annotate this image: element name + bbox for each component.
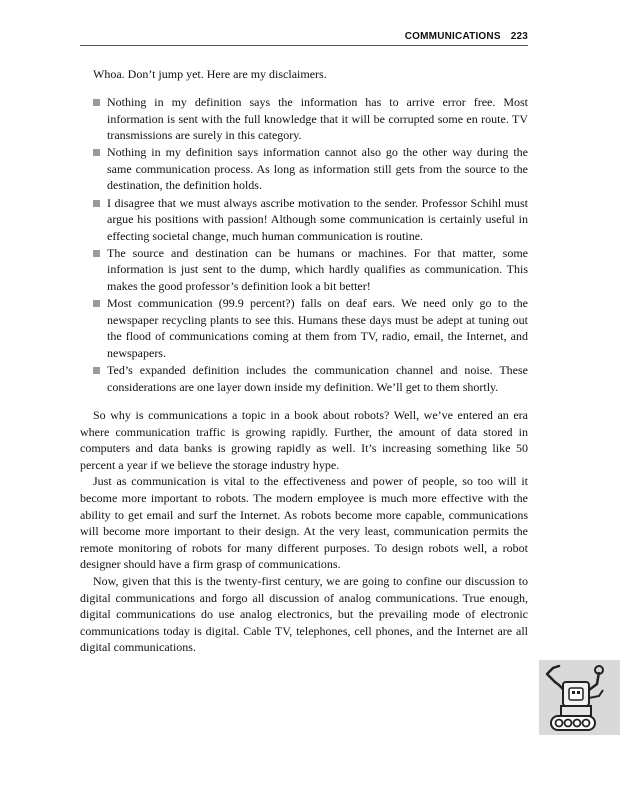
list-item xyxy=(93,295,528,361)
robot-illustration xyxy=(539,660,620,735)
square-bullet-icon xyxy=(93,200,100,207)
list-item xyxy=(93,195,528,245)
square-bullet-icon xyxy=(93,99,100,106)
list-item-text: Most communication (99.9 percent?) falls on deaf ears. We need only go to the newspaper recycling plants to see this. Humans these days must be adept at tuning out the flood of communications coming at them from TV, radio, email, the Internet, and newspapers. xyxy=(107,296,528,360)
body-paragraphs xyxy=(80,407,528,656)
paragraph: Now, given that this is the twenty-first century, we are going to confine our discussion to digital communications and forgo all discussion of analog communications. True enough, digital communications do use analog electronics, but the prevailing mode of electronic communications today is digital. Cable TV, telephones, cell phones, and the Internet are all digital communications. xyxy=(80,573,528,655)
chapter-title: COMMUNICATIONS xyxy=(404,31,501,42)
square-bullet-icon xyxy=(93,149,100,156)
paragraph: So why is communications a topic in a book about robots? Well, we’ve entered an era where communication traffic is growing rapidly. Further, the amount of data stored in computers and data banks is growing rapidly as well. It’s increasing something like 50 percent a year if we believe the storage industry hype. xyxy=(80,408,528,472)
list-item-text: Ted’s expanded definition includes the communication channel and noise. These considerations are one layer down inside my definition. We’ll get to them shortly. xyxy=(107,363,528,394)
paragraph: Just as communication is vital to the effectiveness and power of people, so too will it become more important to robots. The modern employee is much more effective with the ability to get email and surf the Internet. As robots become more capable, communications will become more important to their design. At the very least, communication permits the remote monitoring of robots for many different purposes. To design robots well, a robot designer should have a firm grasp of communications. xyxy=(80,474,528,572)
page-number: 223 xyxy=(510,31,528,42)
robot-icon xyxy=(539,660,620,735)
list-item xyxy=(93,245,528,295)
disclaimer-list xyxy=(93,94,528,396)
square-bullet-icon xyxy=(93,250,100,257)
intro-line: Whoa. Don’t jump yet. Here are my disclaimers. xyxy=(93,67,327,81)
list-item-text: I disagree that we must always ascribe motivation to the sender. Professor Schihl must argue his positions with passion! Although some communication is certainly useful in effecting societal change, much human communication is routine. xyxy=(107,195,528,243)
list-item xyxy=(93,362,528,395)
list-item-text: Nothing in my definition says the information has to arrive error free. Most information is sent with the full knowledge that it will be corrupted some en route. TV transmissions are surely in this category. xyxy=(107,95,528,143)
list-item xyxy=(93,94,528,144)
running-head xyxy=(80,31,528,46)
list-item-text: The source and destination can be humans or machines. For that matter, some information is just sent to the dump, which hardly qualifies as communication. This makes the good professor’s definition look a bit better! xyxy=(107,245,528,294)
square-bullet-icon xyxy=(93,300,100,307)
list-item-text: Nothing in my definition says information cannot also go the other way during the same communication process. As long as information still gets from the source to the destination, the definition holds. xyxy=(107,145,528,193)
square-bullet-icon xyxy=(93,367,100,374)
list-item xyxy=(93,144,528,194)
